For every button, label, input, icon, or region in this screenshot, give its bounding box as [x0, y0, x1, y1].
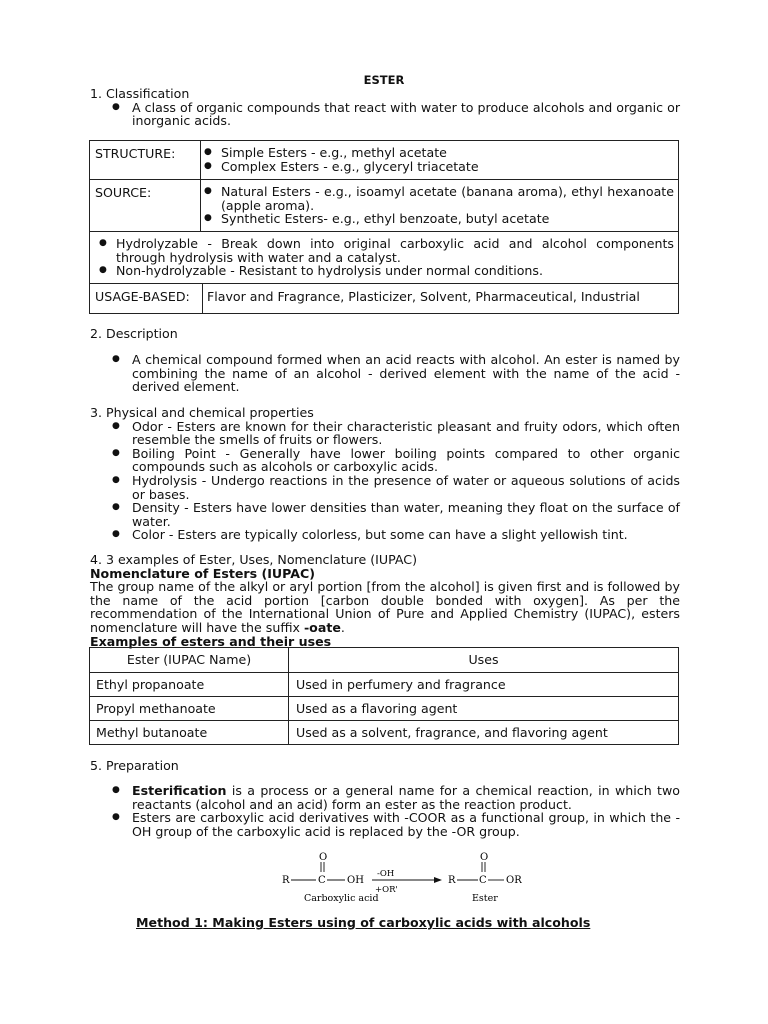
carbon-right: C [479, 875, 487, 886]
table-row [90, 720, 678, 744]
section-description [90, 327, 680, 341]
row-label: STRUCTURE: [95, 146, 176, 161]
arrow-label-top: -OH [377, 869, 395, 879]
r-group-left: R [282, 875, 290, 886]
ester-use-cell: Used as a solvent, fragrance, and flavoring agent [296, 725, 608, 740]
column-divider [288, 697, 289, 720]
column-header: Uses [468, 652, 499, 667]
page-title: ESTER [363, 73, 405, 87]
hydroxyl-group: OH [347, 875, 364, 886]
section-classification [90, 87, 680, 128]
method-heading: Method 1: Making Esters using of carboxylic acids with alcohols [136, 915, 591, 930]
definition-text: is a process or a general name for a chemical reaction, in which two reactants (alcohol and an acid) form an ester as the reaction product. [132, 783, 680, 812]
term-text: Esterification [132, 783, 227, 798]
section-heading: 3. Physical and chemical properties [90, 405, 314, 420]
list-item: ● Hydrolysis - Undergo reactions in the presence of water or aqueous solutions of acids or bases. [90, 474, 680, 501]
column-divider [288, 721, 289, 744]
ester-use-cell: Used as a flavoring agent [296, 701, 458, 716]
product-label: Ester [472, 893, 498, 904]
table-row [90, 141, 678, 179]
classification-table [89, 140, 679, 314]
ester-name-cell: Ethyl propanoate [96, 677, 205, 692]
row-label: USAGE-BASED: [95, 289, 190, 304]
list-item: ● A chemical compound formed when an acid reacts with alcohol. An ester is named by combining the name of an alcohol - derived element with the name of the acid - derived element. [90, 353, 680, 394]
row-content [201, 185, 674, 226]
paragraph-end: . [340, 619, 345, 635]
table-row [90, 179, 678, 231]
examples-table [89, 647, 679, 745]
list-item: ● Boiling Point - Generally have lower boiling points compared to other organic compounds such as alcohols or carboxylic acids. [90, 447, 680, 474]
list-item: ● Odor - Esters are known for their characteristic pleasant and fruity odors, which often resemble the smells of fruits or flowers. [90, 420, 680, 447]
list-item: ● Esters are carboxylic acid derivatives with -COOR as a functional group, in which the -OH group of the carboxylic acid is replaced by the -OR group. [90, 811, 680, 838]
r-group-right: R [448, 875, 456, 886]
bullet-list [90, 101, 680, 128]
ester-use-cell: Used in perfumery and fragrance [296, 677, 506, 692]
section-heading: 5. Preparation [90, 758, 179, 773]
carbonyl-oxygen-right: O [480, 852, 489, 863]
bullet-list [90, 420, 680, 542]
suffix-text: -oate [303, 619, 341, 635]
list-item: ● Density - Esters have lower densities than water, meaning they float on the surface of water. [90, 501, 680, 528]
carbon-left: C [318, 875, 326, 886]
table-row [90, 672, 678, 696]
subsection-heading: Nomenclature of Esters (IUPAC) [90, 565, 315, 581]
description-body [90, 353, 680, 394]
section-preparation [90, 759, 680, 773]
row-label: SOURCE: [95, 185, 152, 200]
list-item: ● Simple Esters - e.g., methyl acetate [201, 146, 674, 160]
preparation-body [90, 784, 680, 838]
subsection-heading: Examples of esters and their uses [90, 633, 332, 649]
table-row [90, 283, 678, 313]
table-header-row [90, 648, 678, 672]
section-heading: 2. Description [90, 326, 178, 341]
column-divider [288, 673, 289, 696]
list-item: ● Non-hydrolyzable - Resistant to hydrolysis under normal conditions. [94, 264, 674, 278]
section-heading: 4. 3 examples of Ester, Uses, Nomenclature (IUPAC) [90, 552, 418, 567]
arrow-label-bottom: +OR' [375, 885, 398, 895]
section-heading: 1. Classification [90, 86, 190, 101]
alkoxy-group: OR [506, 875, 522, 886]
paragraph [90, 580, 680, 634]
reactant-label: Carboxylic acid [304, 893, 379, 904]
carbonyl-oxygen-left: O [319, 852, 328, 863]
section-examples [90, 553, 680, 648]
list-item: ● Natural Esters - e.g., isoamyl acetate (banana aroma), ethyl hexanoate (apple aroma). [201, 185, 674, 212]
esterification-reaction-diagram [282, 850, 532, 910]
table-row [90, 696, 678, 720]
arrow-head [434, 877, 442, 883]
list-item: ● Color - Esters are typically colorless, but some can have a slight yellowish tint. [90, 528, 680, 542]
row-content [94, 237, 674, 278]
row-content [201, 146, 674, 173]
list-item: ● Synthetic Esters- e.g., ethyl benzoate, butyl acetate [201, 212, 674, 226]
table-row [90, 231, 678, 283]
ester-name-cell: Propyl methanoate [96, 701, 216, 716]
list-item: ● Hydrolyzable - Break down into original carboxylic acid and alcohol components through hydrolysis with water and a catalyst. [94, 237, 674, 264]
column-header: Ester (IUPAC Name) [126, 652, 252, 667]
list-item: ● Complex Esters - e.g., glyceryl triacetate [201, 160, 674, 174]
ester-name-cell: Methyl butanoate [96, 725, 208, 740]
list-item [90, 784, 680, 811]
list-item: ● A class of organic compounds that react with water to produce alcohols and organic or inorganic acids. [90, 101, 680, 128]
section-properties [90, 406, 680, 542]
paragraph-text: The group name of the alkyl or aryl portion [from the alcohol] is given first and is followed by the name of the acid portion [carbon double bonded with oxygen]. As per the recommendation of the International Union of Pure and Applied Chemistry (IUPAC), esters nomenclature will have the suffix [90, 579, 680, 635]
row-value: Flavor and Fragrance, Plasticizer, Solvent, Pharmaceutical, Industrial [207, 289, 640, 304]
column-divider [202, 284, 203, 313]
